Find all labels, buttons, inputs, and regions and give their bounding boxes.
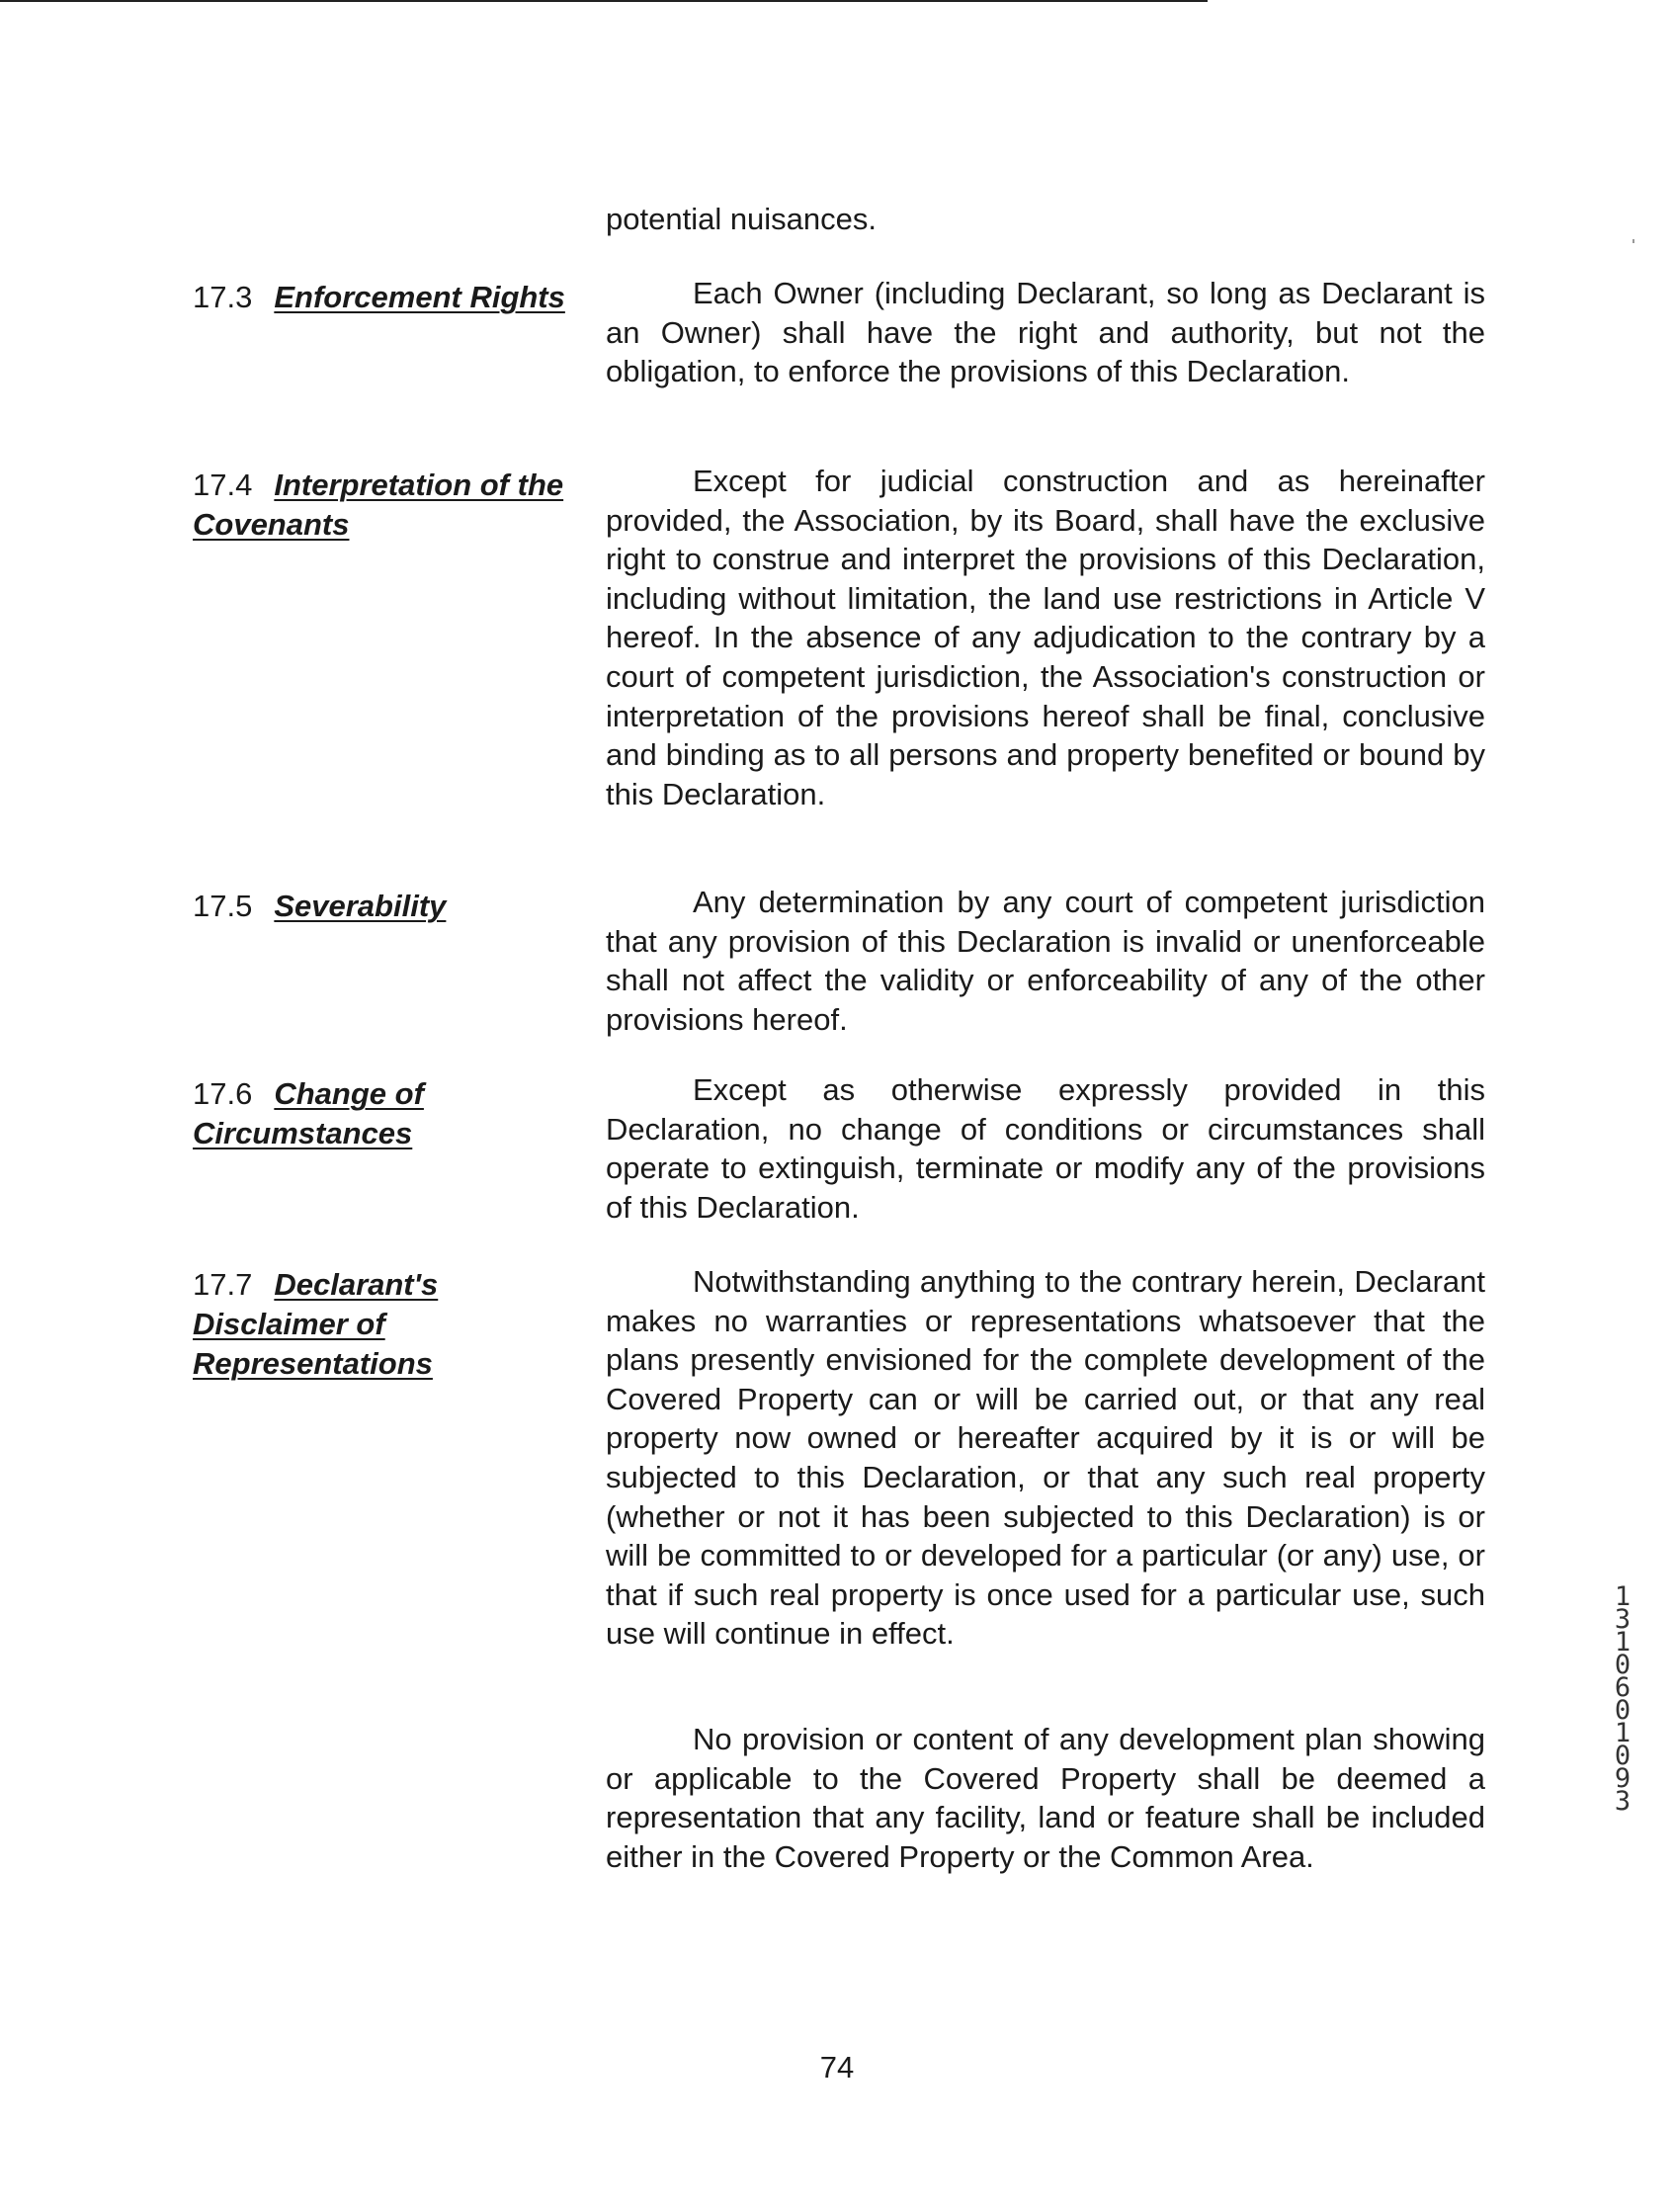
section-body-17-7-p1: Notwithstanding anything to the contrary herein, Declarant makes no warranties or representations whatsoever that the plans presently envisioned for the complete development of the Covered Property can or will be carried out, or that any real property now owned or hereafter acquired by it is or will be subjected to this Declaration, or that any such real property (whether or not it has been subjected to this Declaration) is or will be committed to or developed for a particular (or any) use, or that if such real property is once used for a particular use, such use will continue in effect. bbox=[606, 1264, 1485, 1652]
section-title: Enforcement Rights bbox=[274, 280, 565, 314]
section-heading-17-3 bbox=[193, 278, 568, 317]
section-title: Severability bbox=[274, 889, 447, 923]
section-heading-17-4 bbox=[193, 466, 568, 545]
section-title: Change of Circumstances bbox=[193, 1076, 424, 1150]
section-body-17-5: Any determination by any court of competent jurisdiction that any provision of this Declaration is invalid or unenforceable shall not affect the validity or enforceability of any of the other provisions hereof. bbox=[606, 885, 1485, 1037]
top-rule bbox=[0, 0, 1208, 2]
section-number: 17.3 bbox=[193, 280, 253, 314]
document-stamp: 1310601093 bbox=[1614, 1581, 1632, 1817]
section-number: 17.4 bbox=[193, 468, 253, 502]
section-number: 17.6 bbox=[193, 1076, 253, 1111]
section-number: 17.7 bbox=[193, 1267, 253, 1302]
section-body-17-6: Except as otherwise expressly provided in this Declaration, no change of conditions or circumstances shall operate to extinguish, terminate or modify any of the provisions of this Declaration. bbox=[606, 1072, 1485, 1225]
continuation-text: potential nuisances. bbox=[606, 202, 878, 236]
section-heading-17-6 bbox=[193, 1074, 568, 1153]
section-body-17-7-p2: No provision or content of any development plan showing or applicable to the Covered Property shall be deemed a representation that any facility, land or feature shall be included either in the Covered Property or the Common Area. bbox=[606, 1722, 1485, 1874]
section-body-17-3: Each Owner (including Declarant, so long as Declarant is an Owner) shall have the right and authority, but not the obligation, to enforce the provisions of this Declaration. bbox=[606, 276, 1485, 389]
scan-speck bbox=[1632, 239, 1634, 243]
section-heading-17-7 bbox=[193, 1265, 568, 1384]
page-number: 74 bbox=[819, 2050, 855, 2084]
section-body-17-4: Except for judicial construction and as hereinafter provided, the Association, by its Board, shall have the exclusive right to construe and interpret the provisions of this Declaration, including without limitation, the land use restrictions in Article V hereof. In the absence of any adjudication to the contrary by a court of competent jurisdiction, the Association's construction or interpretation of the provisions hereof shall be final, conclusive and binding as to all persons and property benefited or bound by this Declaration. bbox=[606, 464, 1485, 811]
section-heading-17-5 bbox=[193, 887, 568, 926]
section-title: Declarant's Disclaimer of Representations bbox=[193, 1267, 439, 1381]
section-number: 17.5 bbox=[193, 889, 253, 923]
section-title: Interpretation of the Covenants bbox=[193, 468, 564, 542]
